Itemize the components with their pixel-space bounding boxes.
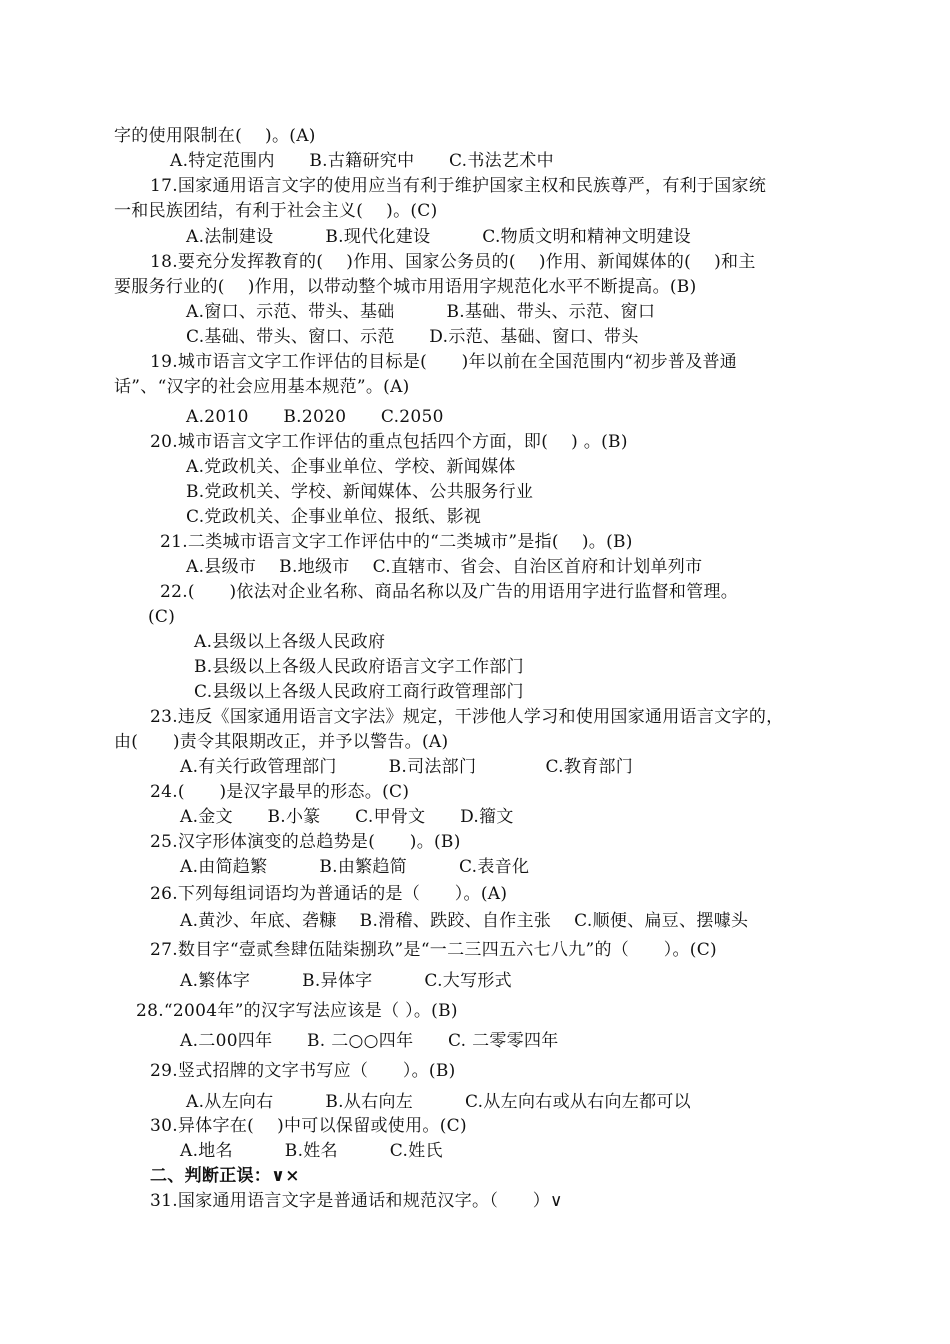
question-18-options-ab: A.窗口、示范、带头、基础 B.基础、带头、示范、窗口: [186, 302, 656, 322]
question-22-answer: (C): [148, 607, 176, 627]
question-16-options: A.特定范围内 B.古籍研究中 C.书法艺术中: [170, 151, 554, 171]
question-22-option-b: B.县级以上各级人民政府语言文字工作部门: [194, 657, 524, 677]
question-26-stem: 26.下列每组词语均为普通话的是（ ）。(A): [150, 884, 508, 904]
question-30-stem: 30.异体字在( )中可以保留或使用。(C): [150, 1116, 467, 1136]
question-17-line-1: 17.国家通用语言文字的使用应当有利于维护国家主权和民族尊严，有利于国家统: [150, 176, 767, 196]
question-23-line-1: 23.违反《国家通用语言文字法》规定，干涉他人学习和使用国家通用语言文字的，: [150, 707, 784, 727]
question-24-stem: 24.( )是汉字最早的形态。(C): [150, 782, 410, 802]
question-25-options: A.由简趋繁 B.由繁趋简 C.表音化: [180, 857, 530, 877]
question-28-options: A.二00四年 B. 二○○四年 C. 二零零四年: [180, 1031, 559, 1051]
question-17-line-2: 一和民族团结，有利于社会主义( )。(C): [114, 201, 438, 221]
question-28-stem: 28.“2004年”的汉字写法应该是（ ）。(B): [136, 1001, 458, 1021]
question-22-option-a: A.县级以上各级人民政府: [194, 632, 386, 652]
question-29-options: A.从左向右 B.从右向左 C.从左向右或从右向左都可以: [186, 1092, 691, 1112]
question-20-option-b: B.党政机关、学校、新闻媒体、公共服务行业: [186, 482, 534, 502]
question-18-options-cd: C.基础、带头、窗口、示范 D.示范、基础、窗口、带头: [186, 327, 639, 347]
question-16-continuation: 字的使用限制在( )。(A): [114, 126, 316, 146]
question-18-line-1: 18.要充分发挥教育的( )作用、国家公务员的( )作用、新闻媒体的( )和主: [150, 252, 756, 272]
question-22-stem: 22.( )依法对企业名称、商品名称以及广告的用语用字进行监督和管理。: [160, 582, 739, 602]
question-23-options: A.有关行政管理部门 B.司法部门 C.教育部门: [180, 757, 634, 777]
question-20-stem: 20.城市语言文字工作评估的重点包括四个方面，即( ) 。(B): [150, 432, 628, 452]
section-heading-true-false: 二、判断正误：∨×: [150, 1166, 300, 1186]
question-27-options: A.繁体字 B.异体字 C.大写形式: [180, 971, 512, 991]
question-17-options: A.法制建设 B.现代化建设 C.物质文明和精神文明建设: [186, 227, 691, 247]
question-31-stem: 31.国家通用语言文字是普通话和规范汉字。（ ）∨: [150, 1191, 563, 1211]
question-23-line-2: 由( )责令其限期改正，并予以警告。(A): [114, 732, 449, 752]
question-20-option-a: A.党政机关、企事业单位、学校、新闻媒体: [186, 457, 516, 477]
question-22-option-c: C.县级以上各级人民政府工商行政管理部门: [194, 682, 524, 702]
question-21-options: A.县级市 B.地级市 C.直辖市、省会、自治区首府和计划单列市: [186, 557, 703, 577]
question-30-options: A.地名 B.姓名 C.姓氏: [180, 1141, 443, 1161]
question-24-options: A.金文 B.小篆 C.甲骨文 D.籀文: [180, 807, 514, 827]
question-25-stem: 25.汉字形体演变的总趋势是( )。(B): [150, 832, 461, 852]
question-27-stem: 27.数目字“壹贰叁肆伍陆柒捌玖”是“一二三四五六七八九”的（ ）。(C): [150, 940, 717, 960]
question-20-option-c: C.党政机关、企事业单位、报纸、影视: [186, 507, 482, 527]
question-29-stem: 29.竖式招牌的文字书写应（ ）。(B): [150, 1061, 456, 1081]
question-21-stem: 21.二类城市语言文字工作评估中的“二类城市”是指( )。(B): [160, 532, 633, 552]
question-19-line-1: 19.城市语言文字工作评估的目标是( )年以前在全国范围内“初步普及普通: [150, 352, 738, 372]
question-19-options: A.2010 B.2020 C.2050: [186, 407, 444, 427]
question-19-line-2: 话”、“汉字的社会应用基本规范”。(A): [114, 377, 410, 397]
question-18-line-2: 要服务行业的( )作用，以带动整个城市用语用字规范化水平不断提高。(B): [114, 277, 697, 297]
question-26-options: A.黄沙、年底、砻糠 B.滑稽、跌跤、自作主张 C.顺便、扁豆、摆噱头: [180, 911, 749, 931]
